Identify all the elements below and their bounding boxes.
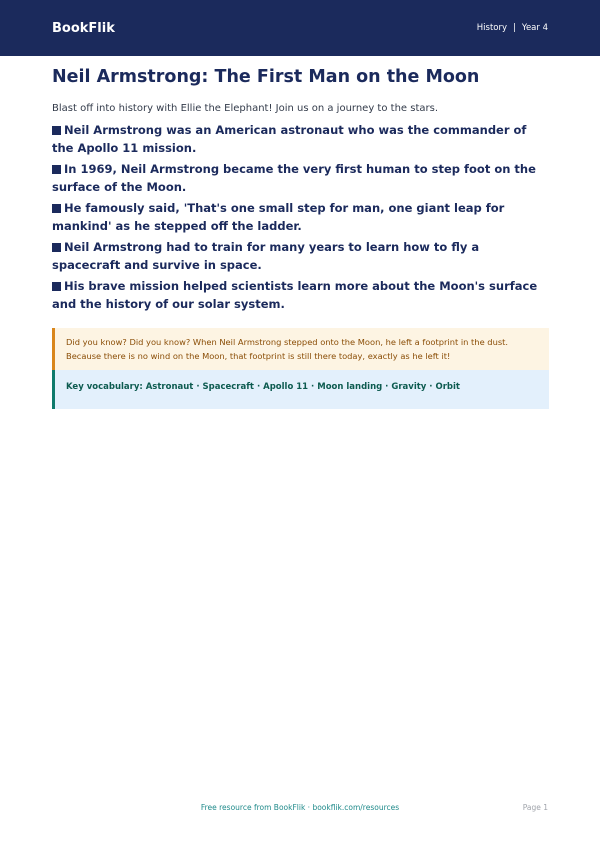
square-bullet-icon xyxy=(52,243,61,252)
fact-item xyxy=(52,239,549,274)
intro-text: Blast off into history with Ellie the Elephant! Join us on a journey to the stars. xyxy=(52,103,439,114)
subject-label: History xyxy=(476,23,508,33)
did-you-know-callout: Did you know? Did you know? When Neil Armstrong stepped onto the Moon, he left a footprint in the dust. Because there is no wind on the Moon, that footprint is still there today, exactly as he left it! xyxy=(52,328,549,370)
square-bullet-icon xyxy=(52,282,61,291)
footer-resource-link[interactable]: Free resource from BookFlik · bookflik.com/resources xyxy=(200,803,400,812)
header-meta xyxy=(477,23,548,33)
fact-text: His brave mission helped scientists learn more about the Moon's surface and the history of our solar system. xyxy=(52,279,538,311)
page-footer xyxy=(0,801,600,815)
fact-text: Neil Armstrong had to train for many years to learn how to fly a spacecraft and survive in space. xyxy=(52,240,480,272)
page-number: Page 1 xyxy=(522,803,548,812)
fact-item xyxy=(52,161,549,196)
brand-logo[interactable]: BookFlik xyxy=(52,20,115,36)
fact-item xyxy=(52,278,549,313)
fact-text: In 1969, Neil Armstrong became the very first human to step foot on the surface of the Moon. xyxy=(52,162,536,194)
fact-item xyxy=(52,122,549,157)
meta-separator: | xyxy=(513,23,516,33)
key-vocabulary-box: Key vocabulary: Astronaut · Spacecraft · Apollo 11 · Moon landing · Gravity · Orbit xyxy=(52,370,549,409)
square-bullet-icon xyxy=(52,204,61,213)
fact-item xyxy=(52,200,549,235)
main-content xyxy=(52,66,549,409)
page-title: Neil Armstrong: The First Man on the Moon xyxy=(52,67,480,87)
fact-text: Neil Armstrong was an American astronaut who was the commander of the Apollo 11 mission. xyxy=(52,123,527,155)
fact-list xyxy=(52,122,549,313)
fact-text: He famously said, 'That's one small step for man, one giant leap for mankind' as he stepped off the ladder. xyxy=(52,201,505,233)
year-label: Year 4 xyxy=(521,23,548,33)
square-bullet-icon xyxy=(52,165,61,174)
square-bullet-icon xyxy=(52,126,61,135)
page-header xyxy=(0,0,600,56)
